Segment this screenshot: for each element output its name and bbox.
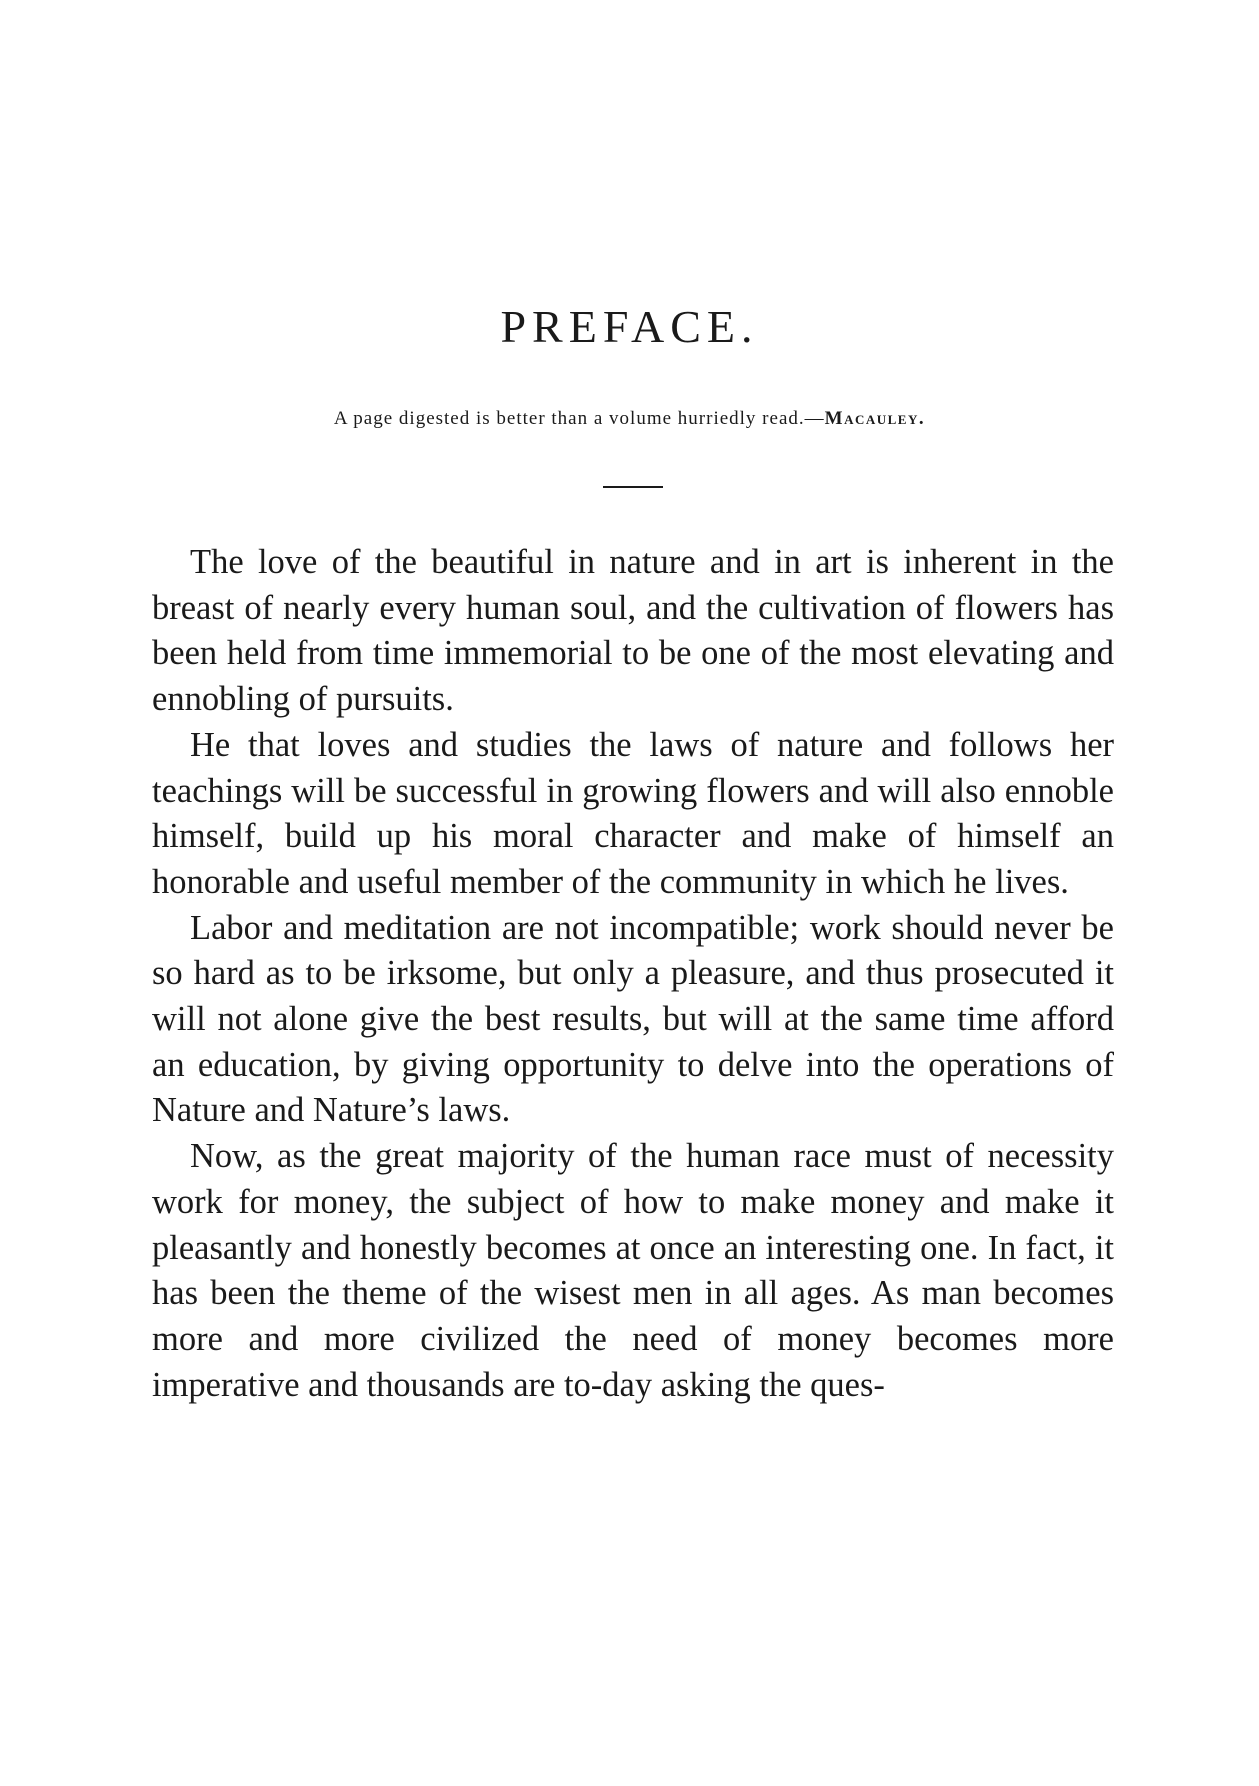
epigraph-quote: A page digested is better than a volume hurriedly read.— bbox=[333, 408, 825, 429]
paragraph-1: The love of the beautiful in nature and in art is inherent in the breast of nearly every human soul, and the cultivation of flowers has been held from time immemorial to be one of the most elevating and ennobling of pursuits. bbox=[152, 543, 1114, 719]
page-title: PREFACE. bbox=[500, 301, 759, 352]
paragraph-2: He that loves and studies the laws of nature and follows her teachings will be successful in growing flowers and will also ennoble himself, build up his moral character and make of himself an honorable and useful member of the community in which he lives. bbox=[152, 725, 1114, 901]
paragraph-3: Labor and meditation are not incompatible; work should never be so hard as to be irksome, but only a pleasure, and thus prosecuted it will not alone give the best results, but will at the same time afford an education, by giving opportunity to delve into the operations of Nature and Nature’s laws. bbox=[152, 908, 1114, 1130]
section-divider bbox=[603, 486, 663, 488]
epigraph bbox=[0, 408, 1259, 430]
epigraph-author: Macauley. bbox=[824, 408, 926, 429]
preface-body bbox=[152, 540, 1114, 1408]
paragraph-4: Now, as the great majority of the human race must of necessity work for money, the subject of how to make money and make it pleasantly and honestly becomes at once an interesting one. In fact, it has been the theme of the wisest men in all ages. As man becomes more and more civilized the need of money becomes more imperative and thousands are to-day asking the ques- bbox=[152, 1137, 1114, 1404]
